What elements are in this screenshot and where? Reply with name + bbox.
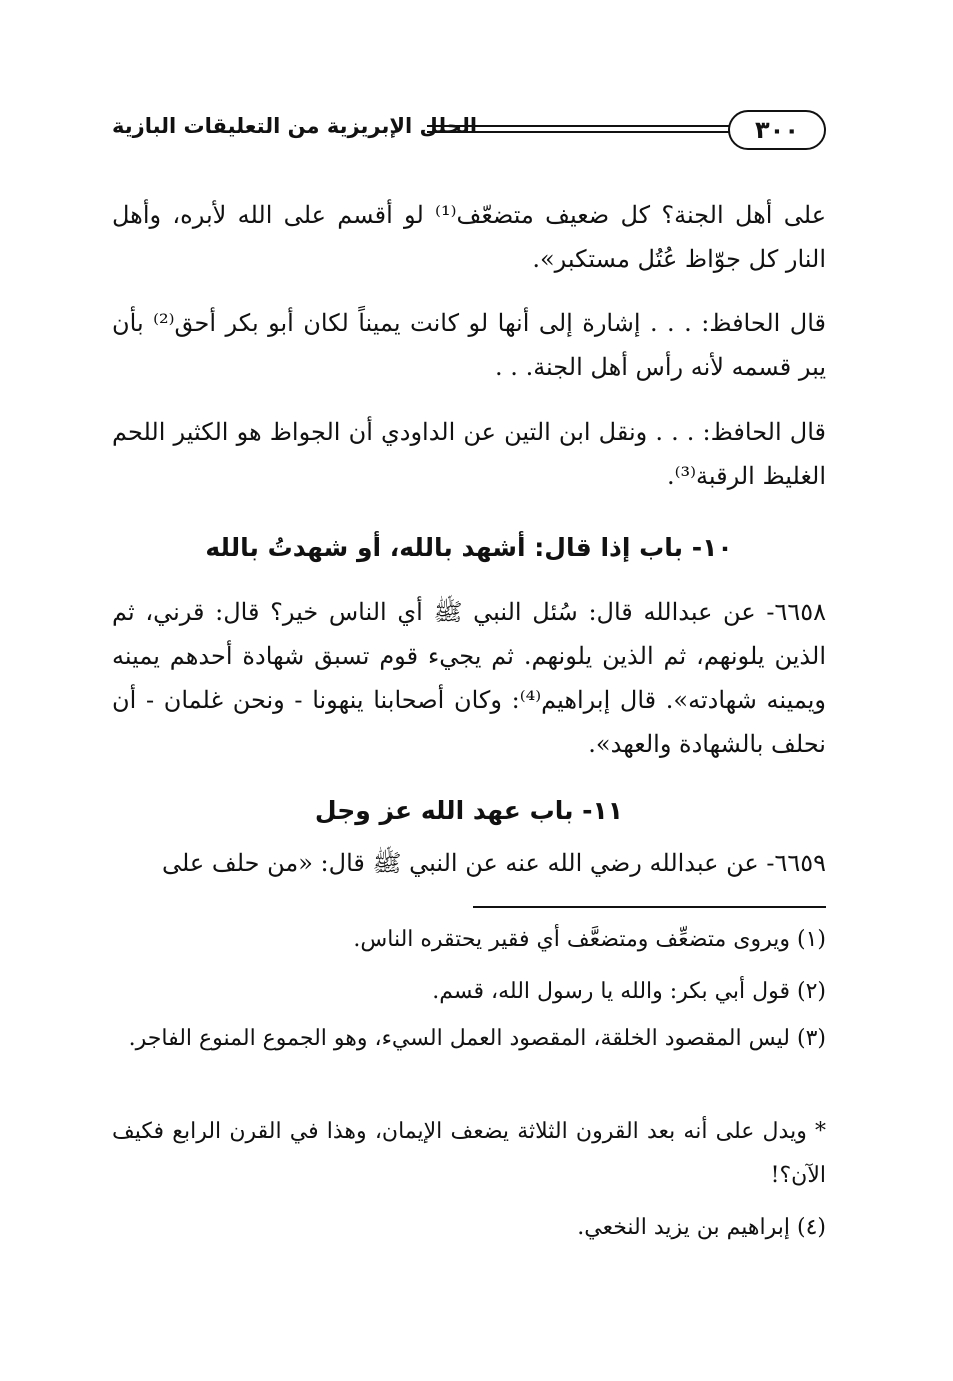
book-title: الحلل الإبريزية من التعليقات البازية bbox=[112, 114, 478, 138]
paragraph-hadith-continuation: على أهل الجنة؟ كل ضعيف متضعّف⁽¹⁾ لو أقسم على الله لأبره، وأهل النار كل جوّاظ عُتُل مستكبر». bbox=[112, 201, 827, 273]
footnote-divider bbox=[473, 906, 826, 908]
chapter-heading-10: ١٠- باب إذا قال: أشهد بالله، أو شهدتُ بالله bbox=[205, 533, 733, 562]
footnote-1: (١) ويروى متضعِّف ومتضعَّف أي فقير يحتقره الناس. bbox=[353, 927, 826, 952]
footnote-asterisk: * ويدل على أنه بعد القرون الثلاثة يضعف الإيمان، وهذا في القرن الرابع فكيف الآن؟! bbox=[112, 1119, 826, 1188]
hadith-6659: ٦٦٥٩- عن عبدالله رضي الله عنه عن النبي ﷺ قال: «من حلف على bbox=[161, 849, 826, 877]
footnote-2: (٢) قول أبي بكر: والله يا رسول الله، قسم. bbox=[432, 979, 826, 1004]
page-header bbox=[112, 110, 826, 160]
page-number: ٣٠٠ bbox=[728, 110, 826, 150]
chapter-heading-11: ١١- باب عهد الله عز وجل bbox=[314, 796, 624, 825]
footnote-3: (٣) ليس المقصود الخلقة، المقصود العمل السيء، وهو الجموع المنوع الفاجر. bbox=[128, 1026, 826, 1051]
footnote-4: (٤) إبراهيم بن يزيد النخعي. bbox=[577, 1215, 826, 1240]
paragraph-hafiz-comment-2: قال الحافظ: . . . ونقل ابن التين عن الداودي أن الجواظ هو الكثير اللحم الغليظ الرقبة⁽³⁾. bbox=[112, 418, 826, 490]
paragraph-hafiz-comment-1: قال الحافظ: . . . إشارة إلى أنها لو كانت يميناً لكان أبو بكر أحق⁽²⁾ بأن يبر قسمه لأنه رأس أهل الجنة. . . bbox=[112, 309, 827, 381]
hadith-6658: ٦٦٥٨- عن عبدالله قال: سُئل النبي ﷺ أي الناس خير؟ قال: قرني، ثم الذين يلونهم، ثم الذين يلونهم. ثم يجيء قوم تسبق شهادة أحدهم يمينه ويمينه شهادته». قال إبراهيم⁽⁴⁾: وكان أصحابنا ينهونا - ونحن غلمان - أن نحلف بالشهادة والعهد». bbox=[112, 598, 826, 758]
